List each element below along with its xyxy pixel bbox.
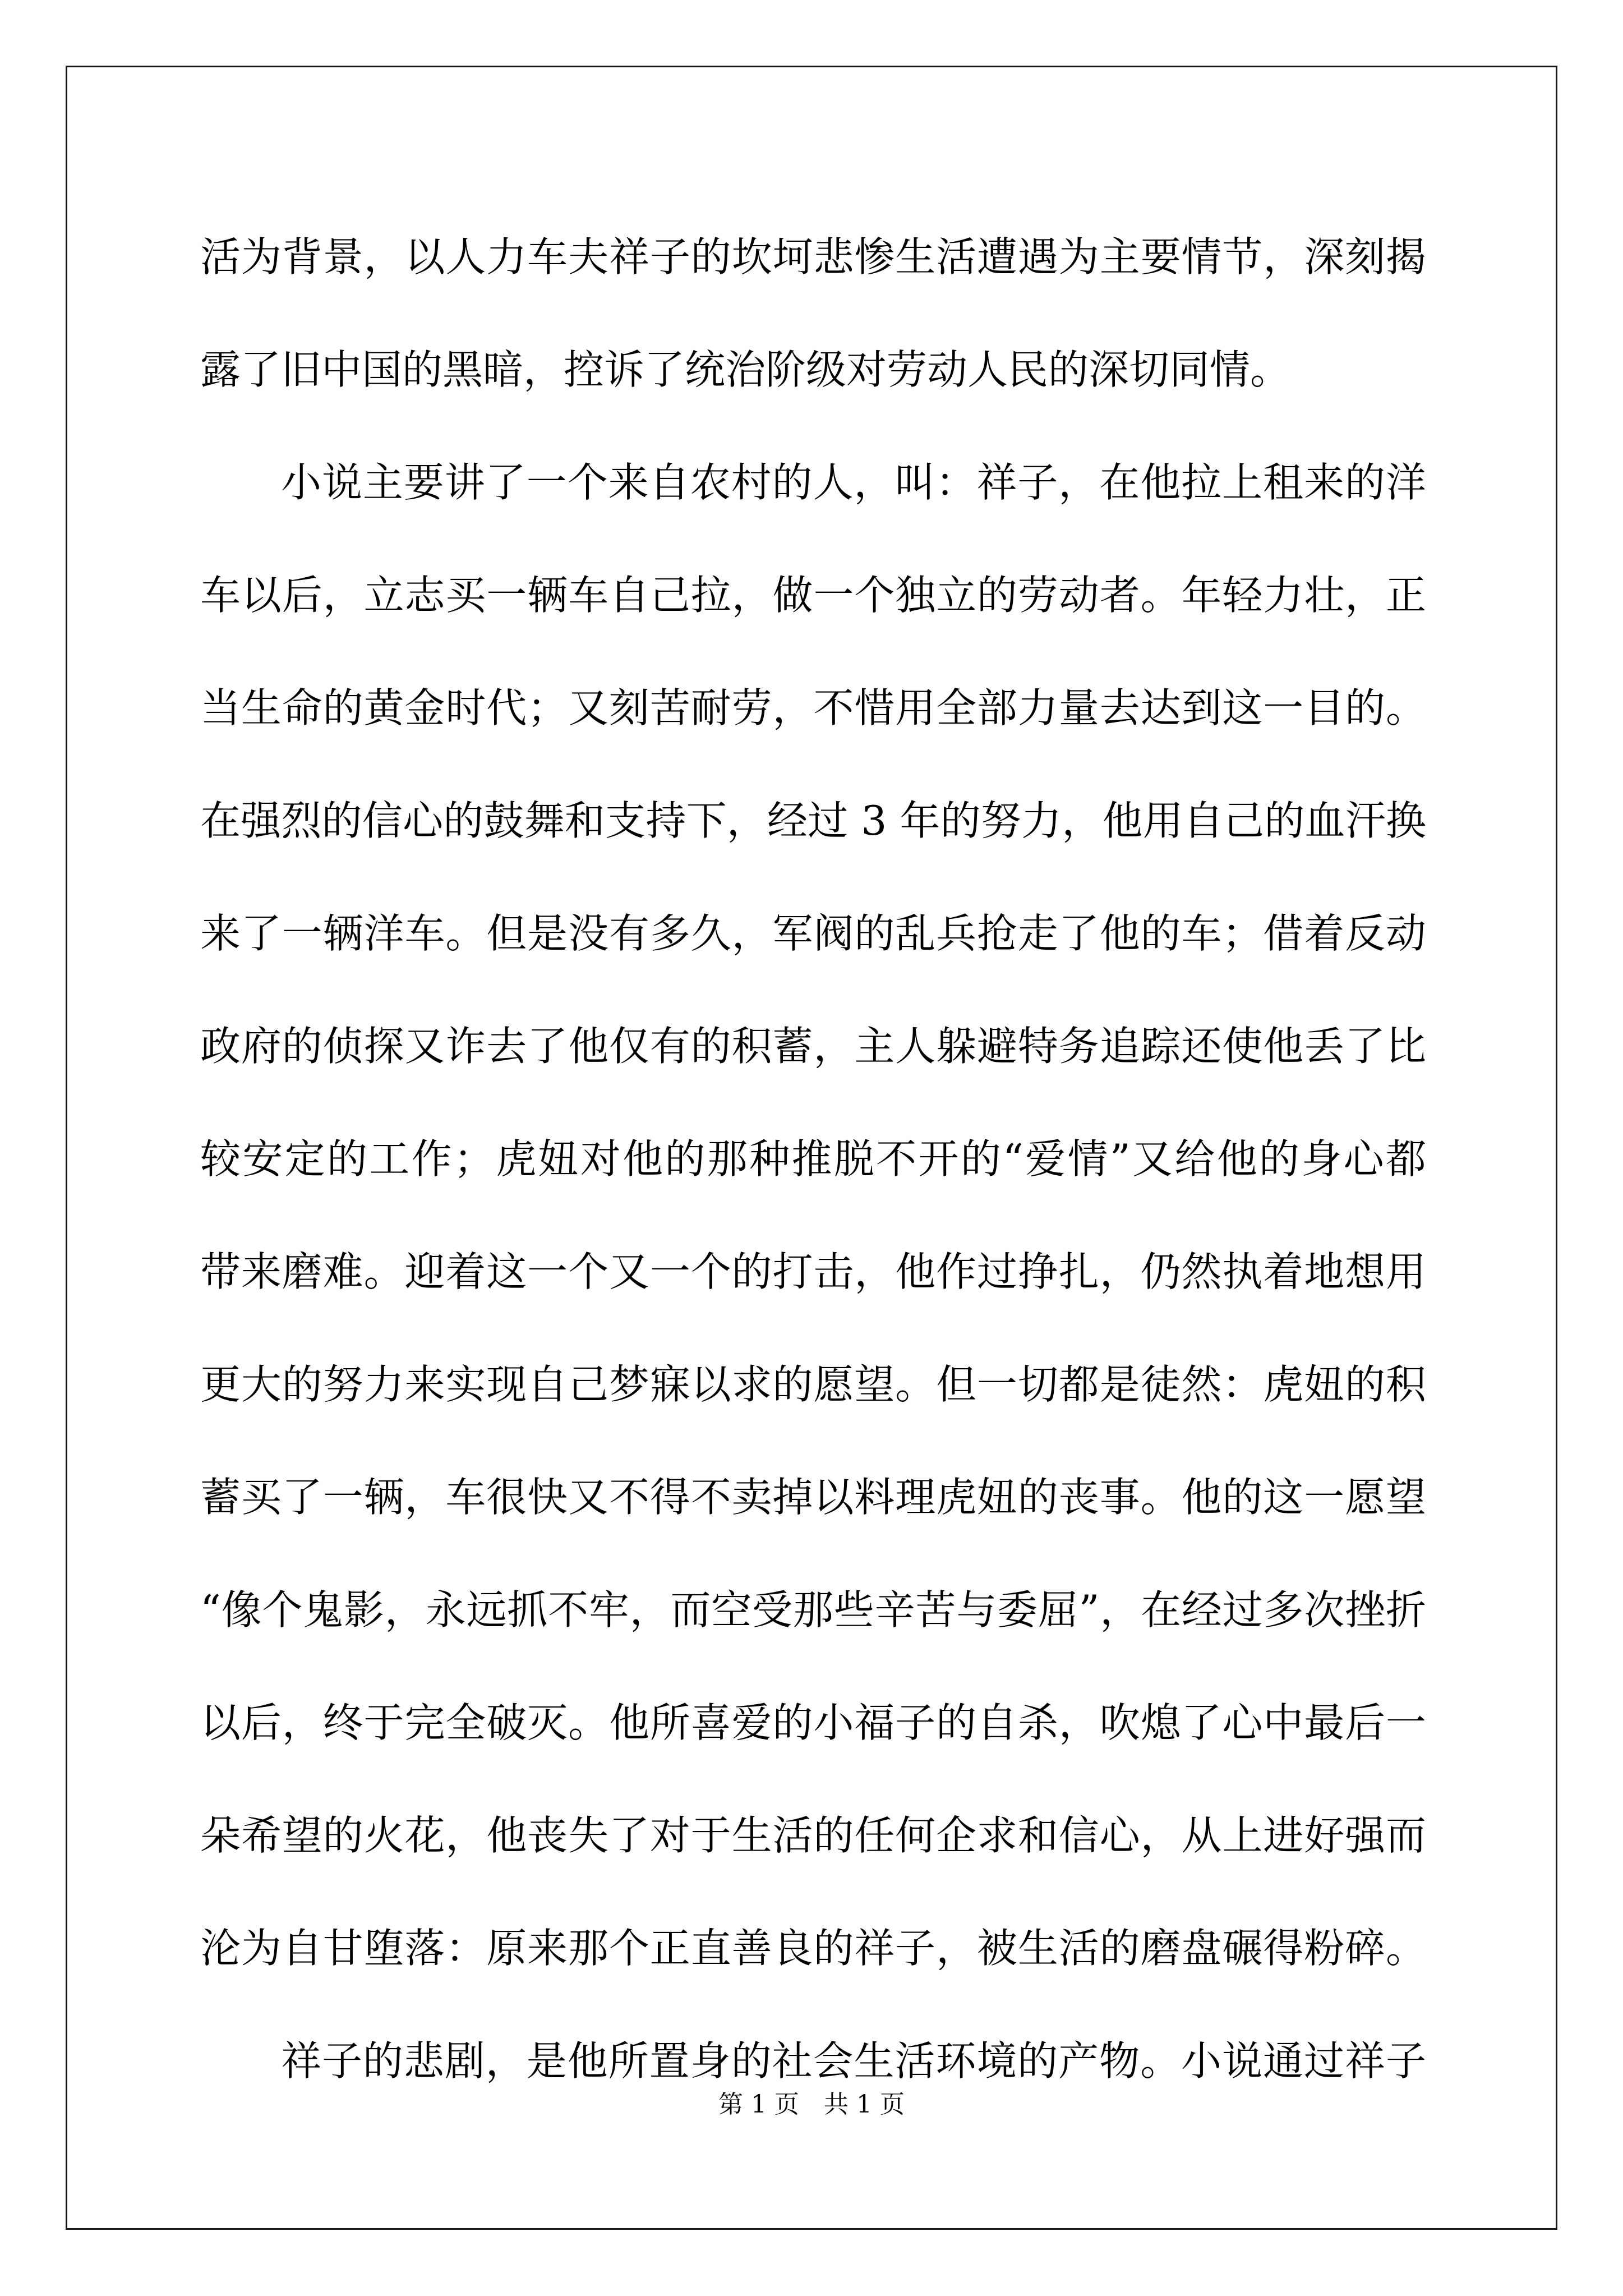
text-line: 沦为自甘堕落：原来那个正直善良的祥子，被生活的磨盘碾得粉碎。	[200, 1925, 1426, 1972]
text-line: 在强烈的信心的鼓舞和支持下，经过 3 年的努力，他用自己的血汗换	[200, 797, 1426, 844]
text-line: 以后，终于完全破灭。他所喜爱的小福子的自杀，吹熄了心中最后一	[200, 1699, 1426, 1746]
text-line: 祥子的悲剧，是他所置身的社会生活环境的产物。小说通过祥子	[281, 2037, 1426, 2085]
text-line: 政府的侦探又诈去了他仅有的积蓄，主人躲避特务追踪还使他丢了比	[200, 1023, 1426, 1070]
text-line: 来了一辆洋车。但是没有多久，军阀的乱兵抢走了他的车；借着反动	[200, 910, 1426, 957]
document-body	[200, 201, 1426, 2118]
text-line: 较安定的工作；虎妞对他的那种推脱不开的“爱情”又给他的身心都	[200, 1135, 1426, 1182]
text-line: 小说主要讲了一个来自农村的人，叫：祥子，在他拉上租来的洋	[281, 459, 1426, 506]
text-line: 带来磨难。迎着这一个又一个的打击，他作过挣扎，仍然执着地想用	[200, 1248, 1426, 1295]
page-number-footer: 第 1 页 共 1 页	[718, 2090, 905, 2119]
text-line: 蓄买了一辆，车很快又不得不卖掉以料理虎妞的丧事。他的这一愿望	[200, 1474, 1426, 1521]
text-line: 车以后，立志买一辆车自己拉，做一个独立的劳动者。年轻力壮，正	[200, 572, 1426, 619]
text-line: 当生命的黄金时代；又刻苦耐劳，不惜用全部力量去达到这一目的。	[200, 684, 1426, 731]
text-line: “像个鬼影，永远抓不牢，而空受那些辛苦与委屈”，在经过多次挫折	[200, 1586, 1426, 1634]
text-line: 更大的努力来实现自己梦寐以求的愿望。但一切都是徒然：虎妞的积	[200, 1361, 1426, 1408]
text-line: 活为背景，以人力车夫祥子的坎坷悲惨生活遭遇为主要情节，深刻揭	[200, 233, 1426, 280]
text-line: 朵希望的火花，他丧失了对于生活的任何企求和信心，从上进好强而	[200, 1812, 1426, 1859]
text-line: 露了旧中国的黑暗，控诉了统治阶级对劳动人民的深切同情。	[200, 346, 1291, 393]
